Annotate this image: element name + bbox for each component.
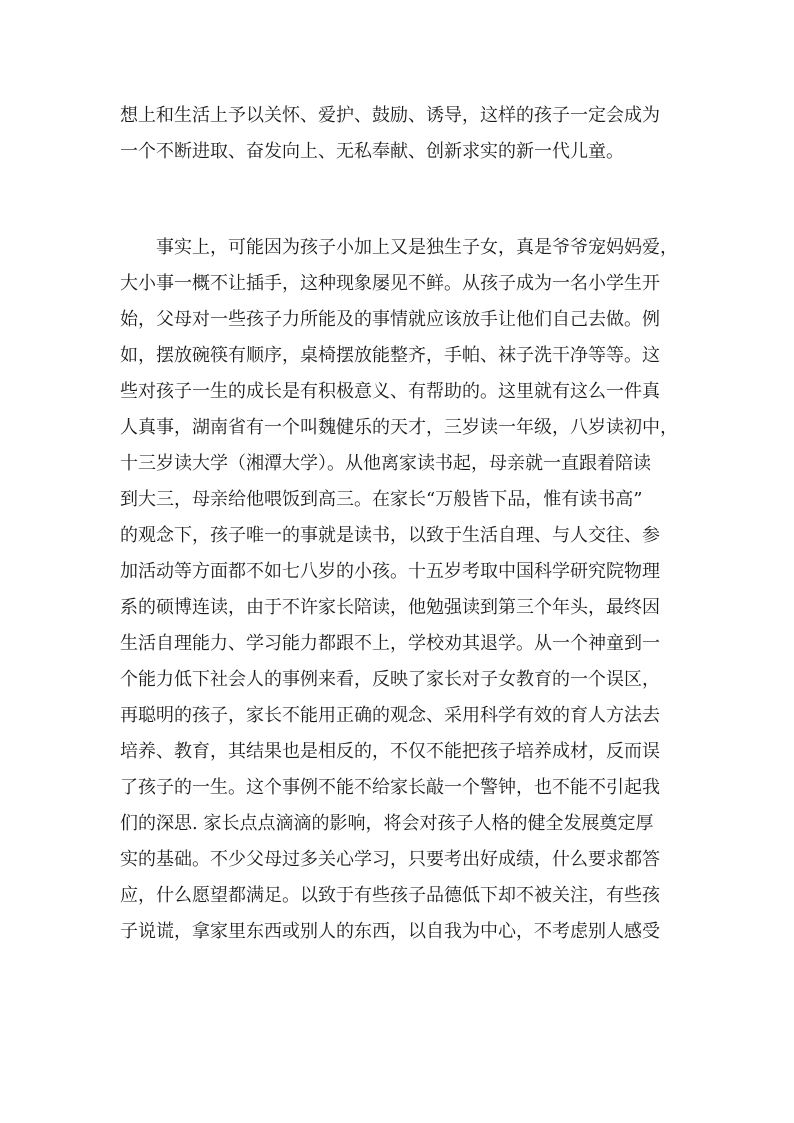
text-line: 加活动等方面都不如七八岁的小孩。十五岁考取中国科学研究院物理 [120,561,660,582]
text-line: 们的深思. 家长点点滴滴的影响，将会对孩子人格的健全发展奠定厚 [120,813,654,834]
text-line: 想上和生活上予以关怀、爱护、鼓励、诱导，这样的孩子一定会成为 [120,105,660,126]
text-line: 如，摆放碗筷有顺序，桌椅摆放能整齐，手帕、袜子洗干净等等。这 [120,345,660,366]
paragraph-2 [120,230,680,986]
text-line: 始，父母对一些孩子力所能及的事情就应该放手让他们自己去做。例 [120,309,660,330]
text-line: 十三岁读大学（湘潭大学）。从他离家读书起，母亲就一直跟着陪读 [120,453,651,474]
text-line: 了孩子的一生。这个事例不能不给家长敲一个警钟，也不能不引起我 [120,777,660,798]
text-line: 到大三，母亲给他喂饭到高三。在家长“万般皆下品，惟有读书高” [120,489,643,510]
text-line [120,950,680,986]
text-line: 的观念下，孩子唯一的事就是读书，以致于生活自理、与人交往、参 [120,525,660,546]
text-line: 系的硕博连读，由于不许家长陪读，他勉强读到第三个年头，最终因 [120,597,660,618]
text-line: 应，什么愿望都满足。以致于有些孩子品德低下却不被关注，有些孩 [120,885,660,906]
text-line: 培养、教育，其结果也是相反的，不仅不能把孩子培养成材，反而误 [120,741,660,762]
text-line: 事实上，可能因为孩子小加上又是独生子女，真是爷爷宠妈妈爱， [156,237,678,258]
text-line: 生活自理能力、学习能力都跟不上，学校劝其退学。从一个神童到一 [120,633,660,654]
text-line: 个能力低下社会人的事例来看，反映了家长对子女教育的一个误区， [120,669,660,690]
text-line: 再聪明的孩子，家长不能用正确的观念、采用科学有效的育人方法去 [120,705,660,726]
text-line: 人真事，湖南省有一个叫魏健乐的天才，三岁读一年级，八岁读初中， [120,417,678,438]
text-line: 一个不断进取、奋发向上、无私奉献、创新求实的新一代儿童。 [120,141,624,162]
text-line: 些对孩子一生的成长是有积极意义、有帮助的。这里就有这么一件真 [120,381,660,402]
text-line: 子说谎，拿家里东西或别人的东西，以自我为中心，不考虑别人感受 [120,921,660,942]
text-line: 实的基础。不少父母过多关心学习，只要考出好成绩，什么要求都答 [120,849,660,870]
text-line: 大小事一概不让插手，这种现象屡见不鲜。从孩子成为一名小学生开 [120,273,660,294]
paragraph-1 [120,98,680,170]
